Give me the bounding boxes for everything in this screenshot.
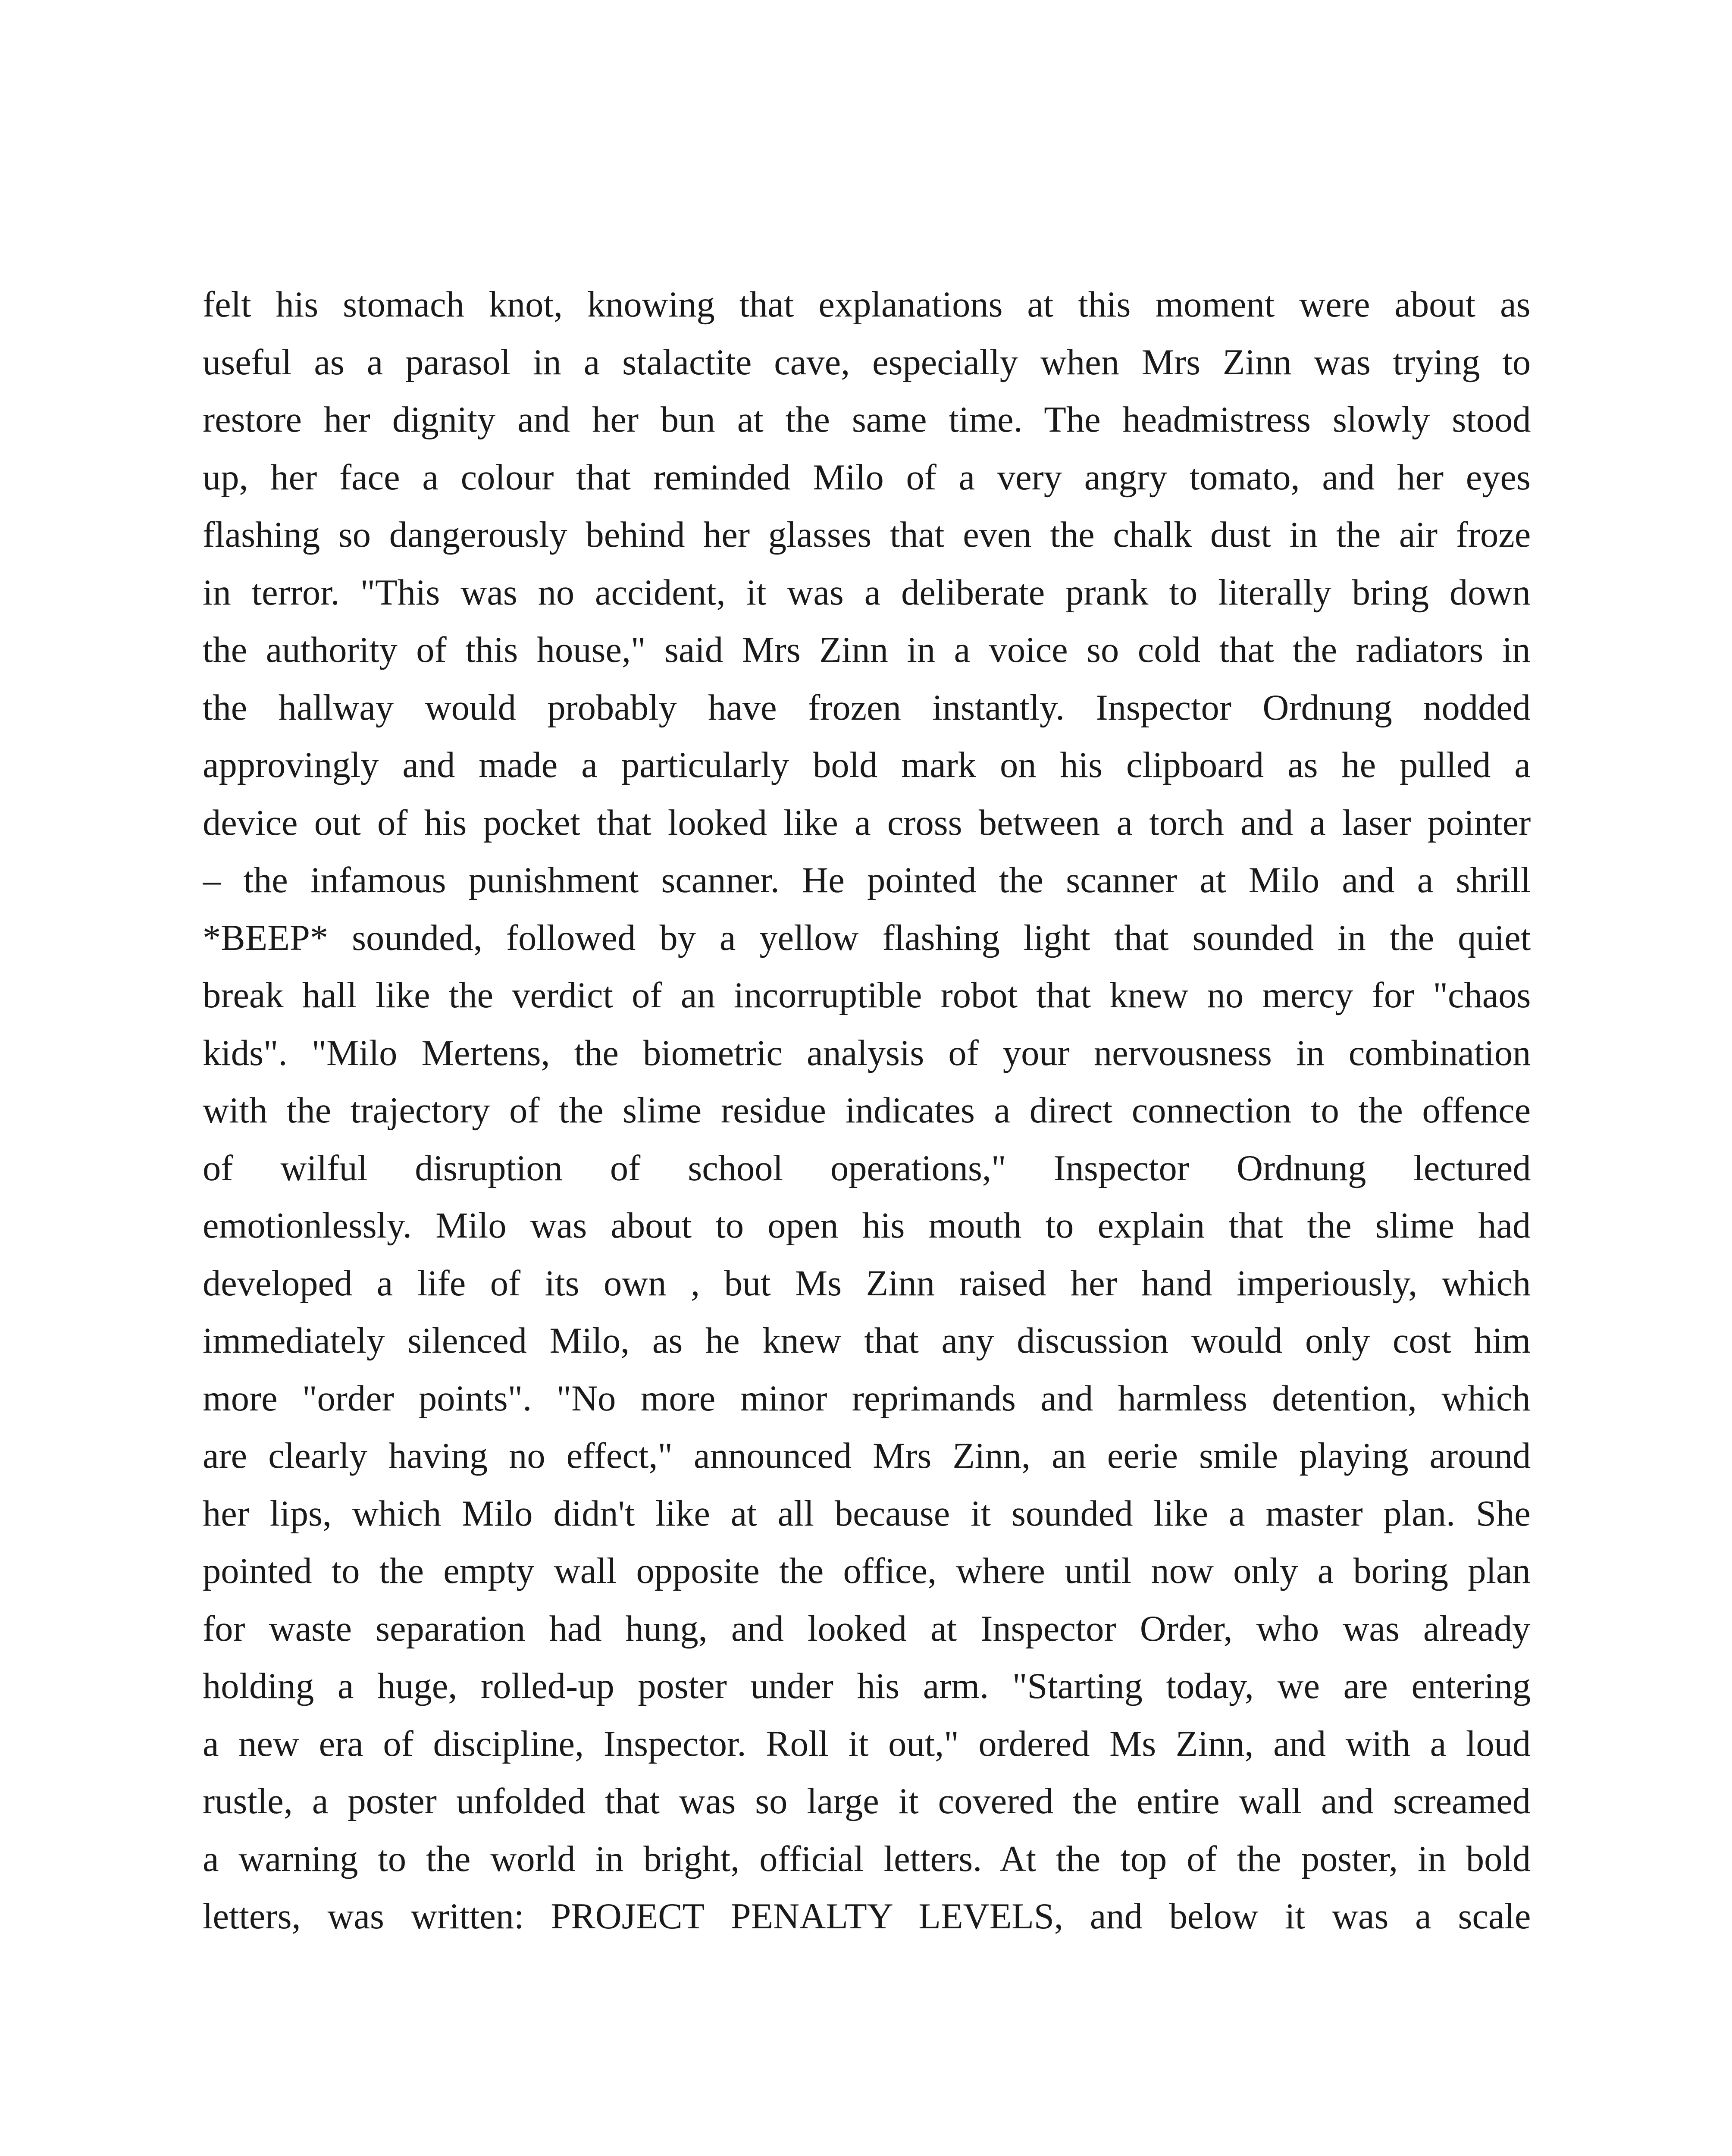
text-line: emotionlessly. Milo was about to open his mouth to explain that the slime had xyxy=(203,1206,1531,1246)
text-line: a warning to the world in bright, official letters. At the top of the poster, in bold xyxy=(203,1839,1531,1879)
text-line: approvingly and made a particularly bold mark on his clipboard as he pulled a xyxy=(203,745,1531,785)
text-line: flashing so dangerously behind her glasses that even the chalk dust in the air froze xyxy=(203,515,1531,555)
text-line: the authority of this house," said Mrs Zinn in a voice so cold that the radiators in xyxy=(203,630,1531,670)
text-line: letters, was written: PROJECT PENALTY LEVELS, and below it was a scale xyxy=(203,1896,1531,1937)
text-line: immediately silenced Milo, as he knew that any discussion would only cost him xyxy=(203,1321,1531,1361)
text-line: device out of his pocket that looked like a cross between a torch and a laser pointer xyxy=(203,802,1531,843)
text-line: holding a huge, rolled-up poster under his arm. "Starting today, we are entering xyxy=(203,1666,1531,1706)
text-line: – the infamous punishment scanner. He pointed the scanner at Milo and a shrill xyxy=(203,860,1531,900)
text-line: break hall like the verdict of an incorruptible robot that knew no mercy for "chaos xyxy=(203,975,1531,1015)
text-line: a new era of discipline, Inspector. Roll it out," ordered Ms Zinn, and with a loud xyxy=(203,1724,1531,1764)
text-line: the hallway would probably have frozen instantly. Inspector Ordnung nodded xyxy=(203,687,1531,728)
text-line: pointed to the empty wall opposite the office, where until now only a boring plan xyxy=(203,1551,1531,1591)
text-line: more "order points". "No more minor reprimands and harmless detention, which xyxy=(203,1378,1531,1419)
text-line: useful as a parasol in a stalactite cave, especially when Mrs Zinn was trying to xyxy=(203,342,1531,382)
text-line: are clearly having no effect," announced Mrs Zinn, an eerie smile playing around xyxy=(203,1436,1531,1476)
text-line: her lips, which Milo didn't like at all because it sounded like a master plan. She xyxy=(203,1493,1531,1534)
body-text xyxy=(203,276,1531,1946)
text-line: kids". "Milo Mertens, the biometric analysis of your nervousness in combination xyxy=(203,1033,1531,1073)
text-line: developed a life of its own , but Ms Zinn raised her hand imperiously, which xyxy=(203,1263,1531,1304)
text-line: rustle, a poster unfolded that was so large it covered the entire wall and screamed xyxy=(203,1781,1531,1821)
text-line: with the trajectory of the slime residue indicates a direct connection to the offence xyxy=(203,1091,1531,1131)
text-line: *BEEP* sounded, followed by a yellow flashing light that sounded in the quiet xyxy=(203,918,1531,958)
text-line: of wilful disruption of school operations," Inspector Ordnung lectured xyxy=(203,1148,1531,1188)
text-line: up, her face a colour that reminded Milo of a very angry tomato, and her eyes xyxy=(203,457,1531,498)
text-line: restore her dignity and her bun at the same time. The headmistress slowly stood xyxy=(203,400,1531,440)
text-line: felt his stomach knot, knowing that explanations at this moment were about as xyxy=(203,285,1531,325)
text-line: for waste separation had hung, and looked at Inspector Order, who was already xyxy=(203,1608,1531,1649)
text-line: in terror. "This was no accident, it was a deliberate prank to literally bring down xyxy=(203,572,1531,613)
